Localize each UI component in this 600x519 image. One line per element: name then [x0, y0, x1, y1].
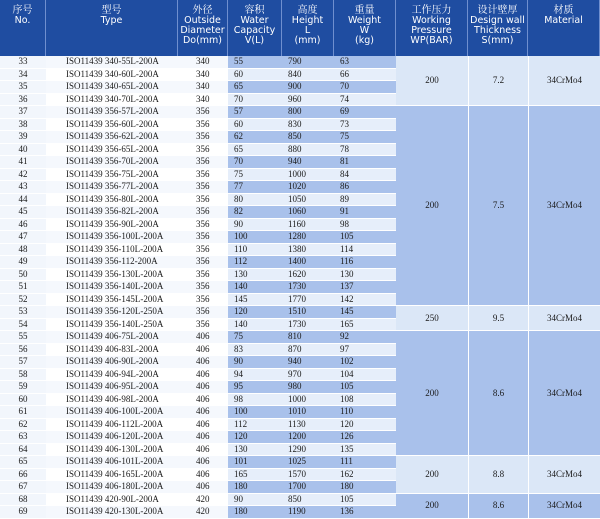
row-weight: 86 [334, 181, 396, 194]
row-capacity: 140 [228, 281, 282, 294]
row-capacity: 70 [228, 94, 282, 107]
row-outside-diameter: 406 [178, 469, 228, 482]
header-wall-thickness [468, 0, 528, 56]
header-water-capacity [228, 0, 282, 56]
row-capacity: 65 [228, 81, 282, 94]
row-weight: 89 [334, 194, 396, 207]
row-capacity: 62 [228, 131, 282, 144]
table-header-row [0, 0, 600, 56]
row-outside-diameter: 406 [178, 369, 228, 382]
group-working-pressure: 200 [396, 494, 468, 519]
row-type: ISO11439 406-101L-200A [46, 456, 178, 469]
row-weight: 91 [334, 206, 396, 219]
row-outside-diameter: 356 [178, 294, 228, 307]
group-working-pressure: 200 [396, 331, 468, 456]
row-weight: 69 [334, 106, 396, 119]
row-outside-diameter: 356 [178, 306, 228, 319]
table-body [0, 56, 600, 519]
row-no: 39 [0, 131, 46, 144]
row-capacity: 112 [228, 256, 282, 269]
row-height: 810 [282, 331, 334, 344]
row-type: ISO11439 356-80L-200A [46, 194, 178, 207]
group-working-pressure: 200 [396, 456, 468, 494]
row-capacity: 180 [228, 506, 282, 519]
row-no: 57 [0, 356, 46, 369]
row-capacity: 100 [228, 406, 282, 419]
row-no: 69 [0, 506, 46, 519]
row-no: 40 [0, 144, 46, 157]
header-mat-en: Material [544, 15, 583, 26]
row-capacity: 90 [228, 219, 282, 232]
header-wp-zh: 工作压力 [411, 5, 452, 16]
row-height: 1160 [282, 219, 334, 232]
row-height: 1000 [282, 169, 334, 182]
row-no: 66 [0, 469, 46, 482]
row-weight: 78 [334, 144, 396, 157]
row-weight: 84 [334, 169, 396, 182]
header-cap-en: Capacity [233, 25, 276, 36]
row-weight: 145 [334, 306, 396, 319]
header-type [46, 0, 178, 56]
row-capacity: 83 [228, 344, 282, 357]
row-weight: 110 [334, 406, 396, 419]
table-row [0, 331, 600, 344]
header-wp-en: Working [412, 15, 451, 26]
row-outside-diameter: 356 [178, 131, 228, 144]
row-capacity: 77 [228, 181, 282, 194]
row-capacity: 80 [228, 194, 282, 207]
row-height: 1700 [282, 481, 334, 494]
row-outside-diameter: 406 [178, 381, 228, 394]
header-cap-zh: 容积 [244, 5, 265, 16]
header-od-en: Diameter [180, 25, 225, 36]
header-wp-en: WP(BAR) [410, 35, 453, 46]
row-weight: 120 [334, 419, 396, 432]
row-outside-diameter: 406 [178, 444, 228, 457]
group-wall-thickness: 8.8 [468, 456, 528, 494]
row-type: ISO11439 340-70L-200A [46, 94, 178, 107]
row-no: 48 [0, 244, 46, 257]
header-od-zh: 外径 [192, 5, 213, 16]
group-material: 34CrMo4 [528, 306, 600, 331]
row-height: 1050 [282, 194, 334, 207]
header-wall-en: S(mm) [481, 35, 514, 46]
row-weight: 136 [334, 506, 396, 519]
row-weight: 105 [334, 494, 396, 507]
row-no: 53 [0, 306, 46, 319]
row-outside-diameter: 406 [178, 394, 228, 407]
row-outside-diameter: 356 [178, 106, 228, 119]
row-no: 50 [0, 269, 46, 282]
row-no: 60 [0, 394, 46, 407]
row-no: 65 [0, 456, 46, 469]
row-type: ISO11439 356-90L-200A [46, 219, 178, 232]
row-capacity: 130 [228, 269, 282, 282]
row-no: 51 [0, 281, 46, 294]
row-height: 1020 [282, 181, 334, 194]
row-outside-diameter: 356 [178, 231, 228, 244]
row-type: ISO11439 406-130L-200A [46, 444, 178, 457]
header-type-en: Type [100, 15, 123, 26]
row-no: 36 [0, 94, 46, 107]
row-capacity: 75 [228, 169, 282, 182]
row-weight: 180 [334, 481, 396, 494]
row-type: ISO11439 356-82L-200A [46, 206, 178, 219]
row-type: ISO11439 406-120L-200A [46, 431, 178, 444]
row-type: ISO11439 406-94L-200A [46, 369, 178, 382]
header-wt-en: (kg) [355, 35, 374, 46]
row-capacity: 112 [228, 419, 282, 432]
row-no: 63 [0, 431, 46, 444]
row-weight: 74 [334, 94, 396, 107]
row-type: ISO11439 356-140L-200A [46, 281, 178, 294]
row-type: ISO11439 356-75L-200A [46, 169, 178, 182]
group-wall-thickness: 7.5 [468, 106, 528, 306]
row-type: ISO11439 356-110L-200A [46, 244, 178, 257]
row-height: 1025 [282, 456, 334, 469]
row-capacity: 120 [228, 306, 282, 319]
row-height: 1190 [282, 506, 334, 519]
header-working-pressure [396, 0, 468, 56]
row-height: 880 [282, 144, 334, 157]
row-weight: 97 [334, 344, 396, 357]
row-outside-diameter: 356 [178, 156, 228, 169]
row-height: 1770 [282, 294, 334, 307]
row-type: ISO11439 406-112L-200A [46, 419, 178, 432]
row-capacity: 110 [228, 244, 282, 257]
row-height: 1200 [282, 431, 334, 444]
row-height: 850 [282, 494, 334, 507]
row-weight: 126 [334, 431, 396, 444]
row-no: 47 [0, 231, 46, 244]
row-outside-diameter: 406 [178, 356, 228, 369]
row-outside-diameter: 356 [178, 119, 228, 132]
row-weight: 105 [334, 231, 396, 244]
group-wall-thickness: 7.2 [468, 56, 528, 106]
row-type: ISO11439 340-65L-200A [46, 81, 178, 94]
row-type: ISO11439 356-120L-250A [46, 306, 178, 319]
header-material [528, 0, 600, 56]
row-weight: 63 [334, 56, 396, 69]
group-material: 34CrMo4 [528, 331, 600, 456]
group-material: 34CrMo4 [528, 56, 600, 106]
row-weight: 116 [334, 256, 396, 269]
row-capacity: 100 [228, 231, 282, 244]
row-height: 840 [282, 69, 334, 82]
row-outside-diameter: 340 [178, 81, 228, 94]
row-outside-diameter: 356 [178, 281, 228, 294]
row-outside-diameter: 356 [178, 269, 228, 282]
row-height: 940 [282, 156, 334, 169]
header-wall-en: Design wall [470, 15, 525, 26]
row-height: 1510 [282, 306, 334, 319]
row-height: 1280 [282, 231, 334, 244]
row-capacity: 98 [228, 394, 282, 407]
row-capacity: 120 [228, 431, 282, 444]
row-capacity: 130 [228, 444, 282, 457]
row-no: 37 [0, 106, 46, 119]
row-type: ISO11439 356-57L-200A [46, 106, 178, 119]
header-weight [334, 0, 396, 56]
header-no-en: No. [14, 15, 31, 26]
row-capacity: 165 [228, 469, 282, 482]
table-row [0, 106, 600, 119]
row-type: ISO11439 406-90L-200A [46, 356, 178, 369]
row-type: ISO11439 406-75L-200A [46, 331, 178, 344]
group-working-pressure: 200 [396, 106, 468, 306]
header-mat-zh: 材质 [553, 5, 574, 16]
row-no: 62 [0, 419, 46, 432]
table-row [0, 306, 600, 319]
group-material: 34CrMo4 [528, 494, 600, 519]
row-capacity: 101 [228, 456, 282, 469]
row-outside-diameter: 356 [178, 169, 228, 182]
header-wall-en: Thickness [474, 25, 521, 36]
row-weight: 98 [334, 219, 396, 232]
header-od-en: Outside [184, 15, 221, 26]
row-weight: 66 [334, 69, 396, 82]
row-capacity: 75 [228, 331, 282, 344]
row-no: 33 [0, 56, 46, 69]
row-no: 45 [0, 206, 46, 219]
row-weight: 142 [334, 294, 396, 307]
row-type: ISO11439 356-140L-250A [46, 319, 178, 332]
row-no: 42 [0, 169, 46, 182]
row-type: ISO11439 406-165L-200A [46, 469, 178, 482]
header-cap-en: V(L) [244, 35, 265, 46]
header-wp-en: Pressure [411, 25, 452, 36]
row-weight: 137 [334, 281, 396, 294]
header-wall-zh: 设计壁厚 [477, 5, 518, 16]
header-od-en: Do(mm) [182, 35, 223, 46]
row-no: 55 [0, 331, 46, 344]
header-len-en: (mm) [294, 35, 321, 46]
row-capacity: 90 [228, 494, 282, 507]
row-height: 790 [282, 56, 334, 69]
header-len-zh: 高度 [297, 5, 318, 16]
header-wt-en: W [359, 25, 370, 36]
row-no: 35 [0, 81, 46, 94]
row-outside-diameter: 356 [178, 144, 228, 157]
row-height: 1010 [282, 406, 334, 419]
row-type: ISO11439 356-70L-200A [46, 156, 178, 169]
row-type: ISO11439 406-83L-200A [46, 344, 178, 357]
row-outside-diameter: 356 [178, 219, 228, 232]
row-height: 1060 [282, 206, 334, 219]
row-capacity: 90 [228, 356, 282, 369]
table-row [0, 56, 600, 69]
row-height: 1620 [282, 269, 334, 282]
table-row [0, 494, 600, 507]
row-weight: 165 [334, 319, 396, 332]
header-wt-zh: 重量 [354, 5, 375, 16]
row-type: ISO11439 356-145L-200A [46, 294, 178, 307]
row-capacity: 140 [228, 319, 282, 332]
group-wall-thickness: 8.6 [468, 331, 528, 456]
row-capacity: 55 [228, 56, 282, 69]
row-capacity: 95 [228, 381, 282, 394]
row-no: 64 [0, 444, 46, 457]
header-wt-en: Weight [347, 15, 382, 26]
row-no: 34 [0, 69, 46, 82]
row-height: 1380 [282, 244, 334, 257]
row-type: ISO11439 356-65L-200A [46, 144, 178, 157]
header-len-en: Height [291, 15, 324, 26]
row-outside-diameter: 356 [178, 319, 228, 332]
row-no: 43 [0, 181, 46, 194]
row-weight: 92 [334, 331, 396, 344]
group-material: 34CrMo4 [528, 106, 600, 306]
row-outside-diameter: 406 [178, 406, 228, 419]
header-len-en: L [304, 25, 311, 36]
header-height [282, 0, 334, 56]
row-type: ISO11439 356-130L-200A [46, 269, 178, 282]
row-type: ISO11439 340-55L-200A [46, 56, 178, 69]
row-capacity: 60 [228, 119, 282, 132]
row-height: 830 [282, 119, 334, 132]
row-outside-diameter: 356 [178, 194, 228, 207]
row-capacity: 82 [228, 206, 282, 219]
row-capacity: 60 [228, 69, 282, 82]
row-weight: 102 [334, 356, 396, 369]
row-height: 1730 [282, 281, 334, 294]
row-capacity: 57 [228, 106, 282, 119]
row-outside-diameter: 340 [178, 94, 228, 107]
row-weight: 73 [334, 119, 396, 132]
row-no: 49 [0, 256, 46, 269]
row-height: 800 [282, 106, 334, 119]
row-weight: 81 [334, 156, 396, 169]
row-outside-diameter: 420 [178, 494, 228, 507]
row-outside-diameter: 406 [178, 344, 228, 357]
group-working-pressure: 200 [396, 56, 468, 106]
row-outside-diameter: 356 [178, 206, 228, 219]
row-no: 52 [0, 294, 46, 307]
header-type-zh: 型号 [101, 5, 122, 16]
row-height: 960 [282, 94, 334, 107]
row-height: 1570 [282, 469, 334, 482]
row-type: ISO11439 406-98L-200A [46, 394, 178, 407]
row-outside-diameter: 356 [178, 244, 228, 257]
row-weight: 105 [334, 381, 396, 394]
row-no: 68 [0, 494, 46, 507]
group-working-pressure: 250 [396, 306, 468, 331]
row-weight: 104 [334, 369, 396, 382]
row-weight: 108 [334, 394, 396, 407]
row-height: 970 [282, 369, 334, 382]
row-type: ISO11439 420-130L-200A [46, 506, 178, 519]
row-no: 44 [0, 194, 46, 207]
row-height: 1290 [282, 444, 334, 457]
group-material: 34CrMo4 [528, 456, 600, 494]
row-outside-diameter: 420 [178, 506, 228, 519]
row-type: ISO11439 406-95L-200A [46, 381, 178, 394]
row-outside-diameter: 406 [178, 431, 228, 444]
row-type: ISO11439 340-60L-200A [46, 69, 178, 82]
row-weight: 162 [334, 469, 396, 482]
row-height: 1000 [282, 394, 334, 407]
row-height: 940 [282, 356, 334, 369]
table-row [0, 456, 600, 469]
row-height: 1730 [282, 319, 334, 332]
row-weight: 114 [334, 244, 396, 257]
row-type: ISO11439 406-180L-200A [46, 481, 178, 494]
row-type: ISO11439 420-90L-200A [46, 494, 178, 507]
group-wall-thickness: 9.5 [468, 306, 528, 331]
row-height: 850 [282, 131, 334, 144]
row-height: 980 [282, 381, 334, 394]
header-outside-diameter [178, 0, 228, 56]
row-type: ISO11439 406-100L-200A [46, 406, 178, 419]
row-outside-diameter: 356 [178, 181, 228, 194]
row-outside-diameter: 406 [178, 481, 228, 494]
row-height: 900 [282, 81, 334, 94]
group-wall-thickness: 8.6 [468, 494, 528, 519]
row-height: 1130 [282, 419, 334, 432]
row-height: 1400 [282, 256, 334, 269]
row-outside-diameter: 356 [178, 256, 228, 269]
row-outside-diameter: 340 [178, 69, 228, 82]
row-weight: 75 [334, 131, 396, 144]
row-no: 67 [0, 481, 46, 494]
row-no: 56 [0, 344, 46, 357]
row-weight: 130 [334, 269, 396, 282]
row-outside-diameter: 406 [178, 331, 228, 344]
header-no [0, 0, 46, 56]
row-type: ISO11439 356-60L-200A [46, 119, 178, 132]
row-capacity: 145 [228, 294, 282, 307]
row-type: ISO11439 356-62L-200A [46, 131, 178, 144]
row-no: 58 [0, 369, 46, 382]
row-outside-diameter: 340 [178, 56, 228, 69]
row-outside-diameter: 406 [178, 456, 228, 469]
header-cap-en: Water [240, 15, 269, 26]
row-weight: 135 [334, 444, 396, 457]
row-capacity: 70 [228, 156, 282, 169]
row-type: ISO11439 356-112-200A [46, 256, 178, 269]
row-capacity: 180 [228, 481, 282, 494]
row-capacity: 94 [228, 369, 282, 382]
row-weight: 111 [334, 456, 396, 469]
row-no: 38 [0, 119, 46, 132]
header-no-zh: 序号 [12, 5, 33, 16]
row-capacity: 65 [228, 144, 282, 157]
row-outside-diameter: 406 [178, 419, 228, 432]
row-no: 54 [0, 319, 46, 332]
row-no: 41 [0, 156, 46, 169]
row-weight: 70 [334, 81, 396, 94]
row-height: 870 [282, 344, 334, 357]
row-no: 61 [0, 406, 46, 419]
row-type: ISO11439 356-100L-200A [46, 231, 178, 244]
row-type: ISO11439 356-77L-200A [46, 181, 178, 194]
row-no: 59 [0, 381, 46, 394]
row-no: 46 [0, 219, 46, 232]
